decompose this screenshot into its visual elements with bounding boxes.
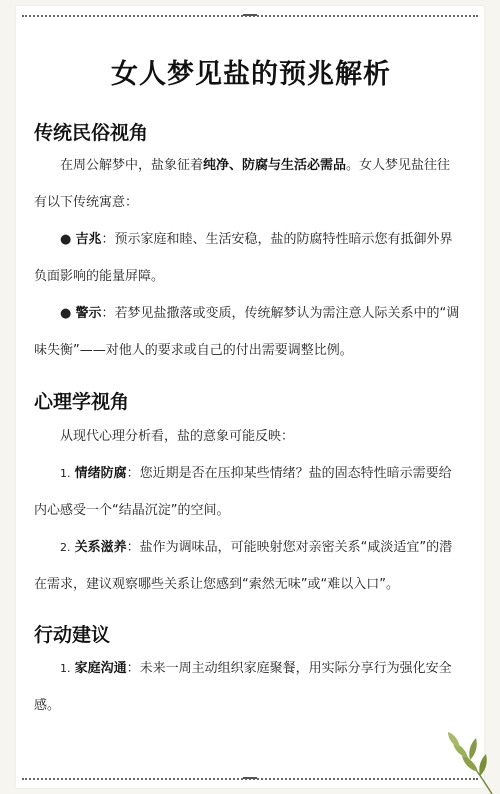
section-intro-psychology: 从现代心理分析看，盐的意象可能反映：	[60, 429, 295, 444]
section-intro-traditional: 在周公解梦中，盐象征着纯净、防腐与生活必需品。女人梦见盐往往有以下传统寓意：	[34, 158, 451, 210]
bottom-divider-dash	[243, 777, 257, 779]
top-divider-dash	[243, 14, 257, 16]
numbered-item-family: 1. 家庭沟通：未来一周主动组织家庭聚餐，用实际分享行为强化安全感。	[34, 661, 452, 713]
numbered-item-relationship: 2. 关系滋养：盐作为调味品，可能映射您对亲密关系“咸淡适宜”的潜在需求，建议观察哪些关系让您感到“索然无味”或“难以入口”。	[34, 540, 453, 592]
bullet-item-auspicious: ● 吉兆：预示家庭和睦、生活安稳，盐的防腐特性暗示您有抵御外界负面影响的能量屏障。	[34, 232, 453, 284]
numbered-item-emotion: 1. 情绪防腐：您近期是否在压抑某些情绪？盐的固态特性暗示需要给内心感受一个“结晶沉淀”的空间。	[34, 466, 452, 518]
page-title: 女人梦见盐的预兆解析	[111, 59, 391, 90]
leaf-sprig-icon	[434, 720, 494, 794]
section-heading-traditional: 传统民俗视角	[34, 122, 149, 144]
section-heading-action: 行动建议	[34, 624, 111, 646]
bullet-item-warning: ● 警示：若梦见盐撒落或变质，传统解梦认为需注意人际关系中的“调味失衡”——对他人的要求或自己的付出需要调整比例。	[34, 306, 460, 358]
section-heading-psychology: 心理学视角	[34, 391, 130, 413]
